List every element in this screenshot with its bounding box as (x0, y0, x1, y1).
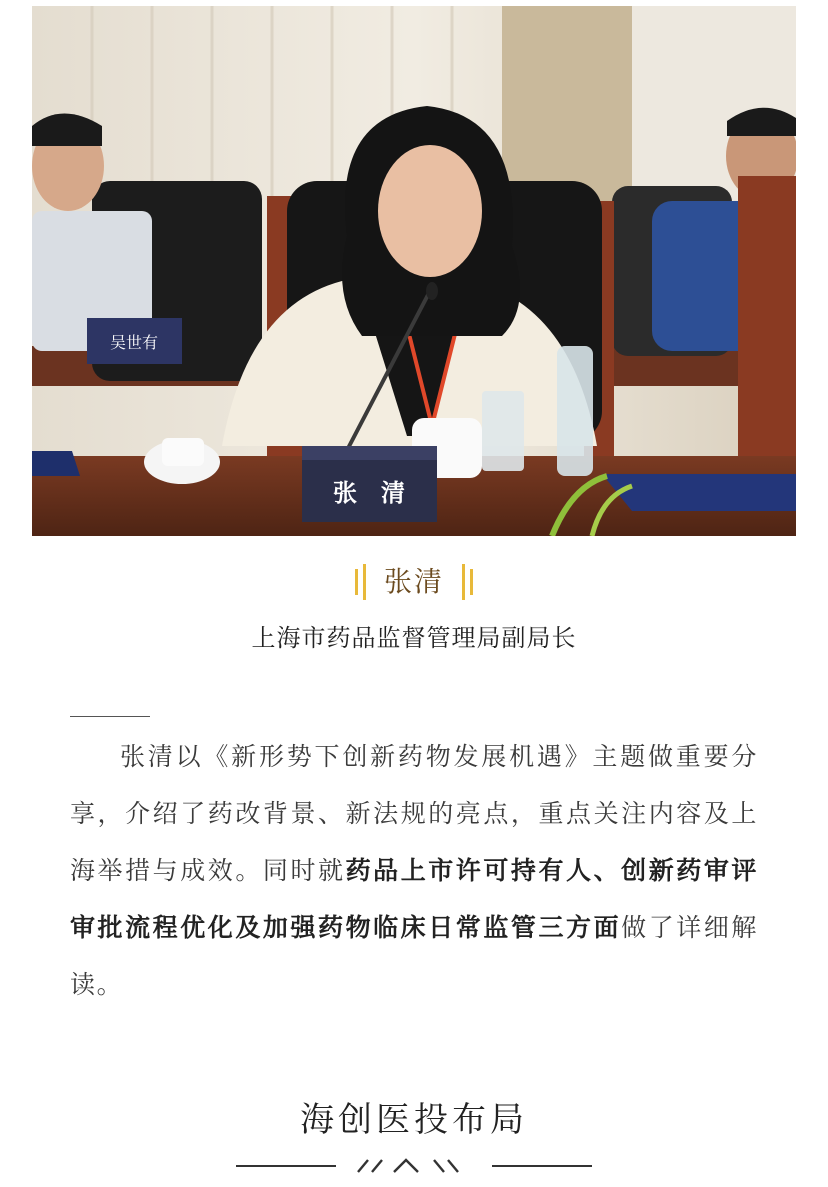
section-heading: 海创医投布局 (300, 1100, 528, 1140)
speaker-photo (32, 6, 796, 536)
article-text-1: 张清以《新形势下创新药物发展机遇》主题做重要分享，介绍了药改背景、新法规的亮点，重点关注内容及上海举措与成效。同时就 (70, 742, 758, 885)
left-nameplate-text: 吴世有 (109, 333, 159, 352)
right-accent-bars (462, 564, 473, 600)
article-paragraph (70, 728, 758, 1013)
article-text-3: 做了详细解读。 (70, 913, 758, 999)
speaker-name-row (0, 560, 828, 604)
left-accent-bars (355, 564, 366, 600)
speaker-title: 上海市药品监督管理局副局长 (251, 624, 577, 652)
front-nameplate-text: 张 清 (333, 479, 405, 507)
section-divider (70, 716, 150, 717)
decorative-divider (236, 1152, 592, 1178)
speaker-name: 张清 (383, 565, 444, 598)
article-text-bold: 药品上市许可持有人、创新药审评审批流程优化及加强药物临床日常监管三方面 (70, 856, 758, 942)
